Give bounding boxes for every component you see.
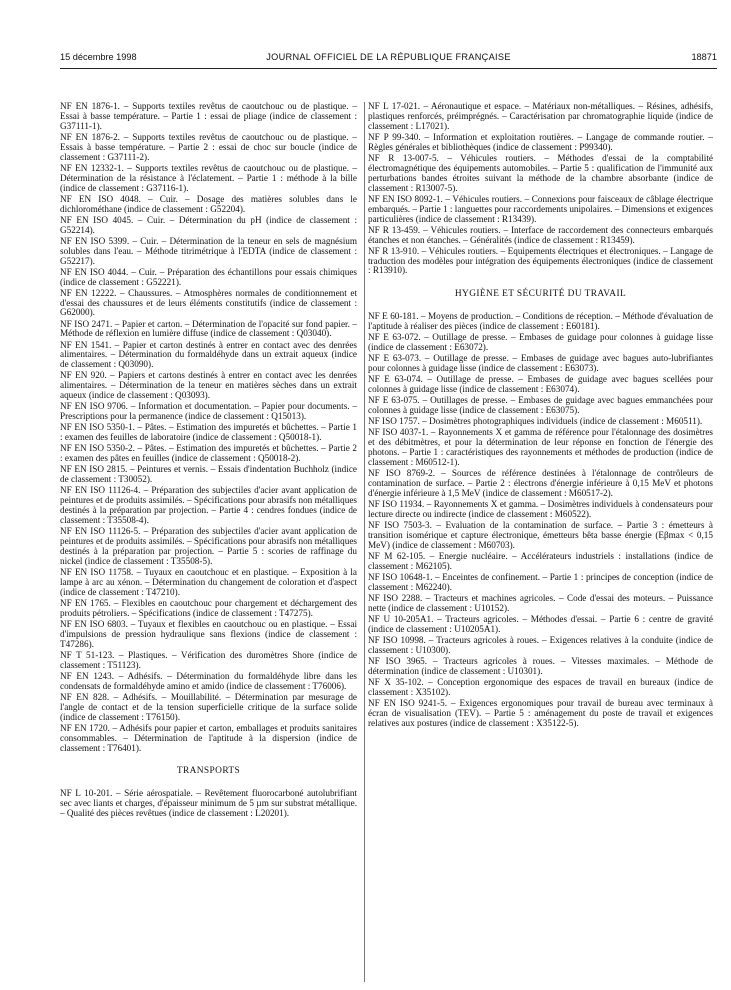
standard-entry [60, 486, 357, 526]
standard-reference: NF EN ISO 11126-5. [60, 526, 141, 537]
standard-reference: NF ISO 2471. [60, 318, 113, 329]
standard-description: – Véhicules routiers. – Connexions pour faisceaux de câblage électrique embarqués. – Partie 1 : languettes pour raccordements unipolaires. – Dimensions et exigences particulières (indice de classement : R13439). [368, 193, 713, 224]
standard-reference: NF ISO 10648-1. [368, 571, 433, 582]
standard-reference: NF EN 1541. [60, 339, 112, 350]
standard-description: – Adhésifs. – Mouillabilité. – Détermination par mesurage de l'angle de contact et de la tension superficielle critique de la surface solide (indice de classement : T76150). [60, 691, 357, 722]
standard-reference: NF EN ISO 2815. [60, 464, 128, 475]
standard-reference: NF T 51-123. [60, 649, 115, 660]
standard-entry [368, 573, 713, 593]
standard-reference: NF ISO 10998. [368, 634, 426, 645]
standard-description: – Rayonnements X et gamma. – Dosimètres individuels à condensateurs pour lecture directe ou indirecte (indice de classement : M60522). [368, 499, 713, 519]
standard-reference: NF EN ISO 4045. [60, 214, 134, 225]
standard-description: – Préparation des subjectiles d'acier avant application de peintures et de produits assimilés. – Spécifications pour abrasifs non métalliques destinés à la préparation par projection. – Partie 5 : scories de raffinage du nickel (indice de classement : T35508-5). [60, 526, 357, 566]
standard-reference: NF EN 1876-2. [60, 131, 120, 142]
standard-reference: NF U 10-205A1. [368, 613, 434, 624]
standard-reference: NF R 13-007-5. [368, 152, 439, 163]
standard-entry [60, 195, 357, 215]
column-divider [364, 102, 365, 982]
standard-entry [60, 693, 357, 723]
standard-description: – Supports textiles revêtus de caoutchouc ou de plastique. – Détermination de la résistance à l'éclatement. – Partie 1 : méthode à la bille (indice de classement : G37116-1). [60, 162, 357, 193]
section-title-transports: TRANSPORTS [176, 766, 241, 777]
standard-reference: NF M 62-105. [368, 550, 426, 561]
standard-description: – Cuir. – Détermination de la teneur en sels de magnésium solubles dans l'eau. – Méthode titrimétrique à l'EDTA (indice de classement : G52217). [60, 235, 357, 266]
standard-entry [368, 102, 713, 132]
standard-reference: NF ISO 4037-1. [368, 427, 429, 438]
standard-reference: NF R 13-910. [368, 245, 420, 256]
page-number: 18871 [691, 52, 717, 62]
standard-reference: NF EN 1720. [60, 722, 110, 733]
header-rule [60, 68, 717, 69]
standard-reference: NF L 10-201. [60, 788, 113, 799]
standard-description: – Moyens de production. – Conditions de réception. – Méthode d'évaluation de l'aptitude à réaliser des pièces (indice de classement : E60181). [368, 311, 713, 332]
standard-description: – Energie nucléaire. – Accélérateurs industriels : installations (indice de classement : M62105). [368, 550, 714, 571]
standard-entry [368, 469, 713, 499]
standard-reference: NF EN ISO 11126-4. [60, 485, 141, 496]
standard-description: – Outillage de presse. – Embases de guidage avec bagues scellées pour colonnes à guidage lisse (indice de classement : E63074). [368, 374, 714, 395]
standard-description: – Tracteurs agricoles à roues. – Vitesses maximales. – Méthode de détermination (indice de classement : U10301). [368, 655, 713, 676]
standard-reference: NF EN 12332-1. [60, 162, 124, 173]
standard-description: – Supports textiles revêtus de caoutchouc ou de plastique. – Essai à basse température. – Partie 1 : essai de pliage (indice de classement : G37111-1). [60, 101, 357, 131]
standard-reference: NF EN 1876-1. [60, 101, 120, 111]
standard-reference: NF EN ISO 11758. [60, 566, 134, 577]
standard-entry [60, 423, 357, 443]
standard-description: – Information et exploitation routières. – Langage de commande routier. – Règles générales et bibliothèques (indice de classement : P99340). [368, 131, 713, 152]
standard-entry [60, 237, 357, 267]
standard-description: – Dosimètres photographiques individuels (indice de classement : M60511). [419, 416, 703, 427]
standard-description: – Cuir. – Dosage des matières solubles dans le dichlorométhane (indice de classement : G52204). [60, 193, 358, 214]
standard-entry [368, 657, 713, 677]
standards-list-left [60, 102, 357, 753]
standard-description: – Papiers et cartons destinés à entrer en contact avec les denrées alimentaires. – Détermination de la teneur en matières sèches dans un extrait aqueux (indice de classement : Q03093). [60, 370, 357, 401]
standard-description: – Tuyaux et flexibles en caoutchouc ou en plastique. – Essai d'impulsions de pression hydraulique sans flexions (indice de classement : T47286). [60, 618, 357, 649]
standard-entry [60, 268, 357, 288]
standard-entry [60, 651, 357, 671]
standard-description: – Exigences ergonomiques pour travail de bureau avec terminaux à écran de visualisation (TEV). – Partie 5 : aménagement du poste de travail et exigences relatives aux postures (indice de classement : X35122-5). [368, 697, 713, 728]
standard-reference: NF ISO 1757. [368, 416, 420, 427]
page-header [60, 52, 717, 68]
standard-entry [368, 636, 713, 656]
standard-reference: NF E 63-074. [368, 374, 423, 385]
standard-entry [60, 672, 357, 692]
standard-description: – Aéronautique et espace. – Matériaux non-métalliques. – Résines, adhésifs, plastiques renforcés, préimprégnés. – Caractérisation par chromatographie liquide (indice de classement : L17021). [368, 101, 714, 131]
standard-reference: NF EN 12222. [60, 287, 117, 298]
standard-description: – Tracteurs agricoles à roues. – Exigences relatives à la conduite (indice de classement : U10300). [368, 634, 713, 655]
standard-reference: NF ISO 7503-3. [368, 520, 432, 531]
standard-entry [368, 396, 713, 416]
standard-description: – Conception ergonomique des espaces de travail en bureaux (indice de classement : X35102). [368, 676, 713, 697]
standard-reference: NF E 63-073. [368, 353, 422, 364]
standard-reference: NF EN ISO 5350-2. [60, 443, 135, 454]
standard-description: – Cuir. – Préparation des échantillons pour essais chimiques (indice de classement : G52221). [60, 266, 357, 287]
standard-entry [368, 428, 713, 468]
standard-reference: NF EN ISO 4044. [60, 266, 129, 277]
standard-description: – Adhésifs pour papier et carton, emballages et produits sanitaires consommables. – Détermination de l'aptitude à la dispersion (indice de classement : T76401). [60, 722, 357, 753]
standard-description: – Véhicules routiers. – Equipements électriques et électroniques. – Langage de traduction des modèles pour intégration des équipements électroniques (indice de classement : R13910). [368, 245, 713, 276]
standard-entry [368, 333, 713, 353]
standard-entry [60, 289, 357, 319]
standard-reference: NF P 99-340. [368, 131, 421, 142]
standard-entry [368, 247, 713, 277]
standard-reference: NF EN ISO 9241-5. [368, 697, 448, 708]
standard-reference: NF EN ISO 5350-1. [60, 422, 135, 433]
standard-reference: NF EN ISO 6803. [60, 618, 128, 629]
standard-entry [60, 320, 357, 340]
standard-entry [368, 154, 713, 194]
right-column [368, 102, 713, 730]
standard-entry [60, 620, 357, 650]
standard-description: – Tracteurs agricoles. – Méthodes d'essai. – Partie 6 : centre de gravité (indice de classement : U10205A1). [368, 613, 713, 634]
standard-reference: NF E 63-072. [368, 332, 421, 343]
standard-reference: NF ISO 3965. [368, 655, 428, 666]
standard-reference: NF EN 1765. [60, 597, 111, 608]
standard-entry [368, 500, 713, 520]
standard-entry [368, 594, 713, 614]
standard-reference: NF EN ISO 4048. [60, 193, 141, 204]
standard-entry [60, 102, 357, 132]
standard-description: – Papier et carton destinés à entrer en contact avec des denrées alimentaires. – Détermination du formaldéhyde dans un extrait aqueux (indice de classement : Q03090). [60, 339, 357, 370]
standard-entry [60, 402, 357, 422]
standard-entry [60, 599, 357, 619]
standard-entry [368, 417, 713, 427]
standard-description: – Chaussures. – Atmosphères normales de conditionnement et d'essai des chaussures et de leurs éléments constitutifs (indice de classement : G62000). [60, 287, 357, 318]
standard-reference: NF ISO 2288. [368, 592, 423, 603]
standard-entry [60, 444, 357, 464]
standard-reference: NF ISO 11934. [368, 499, 425, 510]
standard-description: – Rayonnements X et gamma de référence pour l'étalonnage des dosimètres et des débitmètres, et pour la détermination de leur réponse en fonction de l'énergie des photons. – Partie 1 : caractéristiques des rayonnements et méthodes de production (indice de classement : M60512-1). [368, 427, 714, 468]
header-date: 15 décembre 1998 [60, 52, 137, 62]
standard-description: – Véhicules routiers. – Interface de raccordement des connecteurs embarqués étanches et non étanches. – Généralités (indice de classement : R13459). [368, 224, 713, 245]
standard-reference: NF L 17-021. [368, 101, 421, 111]
standard-entry [60, 216, 357, 236]
standard-entry [368, 678, 713, 698]
standard-entry [368, 312, 713, 332]
transports-list-left [60, 789, 357, 819]
standard-reference: NF EN 828. [60, 691, 110, 702]
standard-entry [60, 371, 357, 401]
section-title-hygiene: HYGIÈNE ET SÉCURITÉ DU TRAVAIL [454, 289, 627, 300]
standard-description: – Véhicules routiers. – Méthodes d'essai de la comptabilité électromagnétique des équipements automobiles. – Partie 5 : qualification de l'immunité aux perturbations bandes étroites suivant la méthode de la chambre absorbante (indice de classement : R13007-5). [368, 152, 713, 193]
standard-description: – Pâtes. – Estimation des impuretés et bûchettes. – Partie 2 : examen des pâtes en feuilles (indice de classement : Q50018-2). [60, 443, 357, 464]
standard-entry [60, 341, 357, 371]
standard-description: – Peintures et vernis. – Essais d'indentation Buchholz (indice de classement : T30052). [60, 464, 357, 485]
standard-description: – Préparation des subjectiles d'acier avant application de peintures et de produits assimilés. – Spécifications pour abrasifs non métalliques destinés à la préparation par projection. – Partie 4 : cendres fondues (indice de classement : T35508-4). [60, 485, 357, 526]
standard-description: – Flexibles en caoutchouc pour chargement et déchargement des produits pétroliers. – Spécifications (indice de classement : T47275). [60, 597, 357, 618]
standard-reference: NF EN 1243. [60, 670, 115, 681]
standard-description: – Série aérospatiale. – Revêtement fluorocarboné autolubrifiant sec avec liants et charges, d'épaisseur minimum de 5 µm sur substrat métallique. – Qualité des pièces revêtues (indice de classement : L20201). [60, 788, 357, 819]
standard-entry [60, 465, 357, 485]
standard-entry [60, 164, 357, 194]
standard-description: – Outillage de presse. – Embases de guidage avec bagues auto-lubrifiantes pour colonnes à guidage lisse (indice de classement : E63073). [368, 353, 713, 374]
standard-entry [368, 521, 713, 551]
standard-reference: NF E 60-181. [368, 311, 419, 322]
standard-reference: NF EN ISO 8092-1. [368, 193, 443, 204]
standard-entry [60, 724, 357, 754]
standard-description: – Tracteurs et machines agricoles. – Code d'essai des moteurs. – Puissance nette (indice de classement : U10152). [368, 592, 713, 613]
standard-description: – Evaluation de la contamination de surface. – Partie 3 : émetteurs à transition isomérique et capture électronique, émetteurs bêta basse énergie (Eβmax < 0,15 MeV) (indice de classement : M60703). [368, 520, 714, 550]
standard-description: – Pâtes. – Estimation des impuretés et bûchettes. – Partie 1 : examen des feuilles de laboratoire (indice de classement : Q50018-1). [60, 422, 357, 443]
journal-title: JOURNAL OFFICIEL DE LA RÉPUBLIQUE FRANÇAISE [266, 52, 511, 62]
standard-description: – Sources de référence destinées à l'étalonnage de contrôleurs de contamination de surface. – Partie 2 : électrons d'énergie inférieure à 0,15 MeV et photons d'énergie inférieure à 1,5 MeV (indice de classement : M60517-2). [368, 468, 713, 498]
standard-entry [368, 615, 713, 635]
standard-entry [368, 354, 713, 374]
standard-reference: NF EN ISO 9706. [60, 401, 128, 412]
standard-reference: NF E 63-075. [368, 395, 420, 406]
standard-description: – Enceintes de confinement. – Partie 1 : principes de conception (indice de classement : M62240). [368, 571, 713, 592]
standard-description: – Papier et carton. – Détermination de l'opacité sur fond papier. – Méthode de réflexion en lumière diffuse (indice de classement : Q03040). [60, 318, 357, 339]
standard-entry [368, 375, 713, 395]
standard-entry [368, 226, 713, 246]
transports-list-right [368, 102, 713, 276]
standard-description: – Outillage de presse. – Embases de guidage pour colonnes à guidage lisse (indice de classement : E63072). [368, 332, 713, 353]
standard-entry [60, 789, 357, 819]
standard-entry [368, 699, 713, 729]
standard-description: – Plastiques. – Vérification des duromètres Shore (indice de classement : T51123). [60, 649, 358, 670]
standard-description: – Information et documentation. – Papier pour documents. – Prescriptions pour la permanence (indice de classement : Q15013). [60, 401, 357, 422]
hygiene-list [368, 312, 713, 728]
standard-description: – Adhésifs. – Détermination du formaldéhyde libre dans les condensats de formaldéhyde amino et amido (indice de classement : T76006). [60, 670, 358, 691]
standard-reference: NF ISO 8769-2. [368, 468, 436, 479]
standard-reference: NF X 35-102. [368, 676, 424, 687]
standard-description: – Outillages de presse. – Embases de guidage avec bagues emmanchées pour colonnes à guidage lisse (indice de classement : E63075). [368, 395, 714, 416]
standard-description: – Supports textiles revêtus de caoutchouc ou de plastique. – Essais à basse température. – Partie 2 : essai de choc sur boucle (indice de classement : G37111-2). [60, 131, 357, 162]
standard-reference: NF R 13-459. [368, 224, 421, 235]
standard-reference: NF EN ISO 5399. [60, 235, 130, 246]
standard-entry [368, 195, 713, 225]
standard-description: – Tuyaux en caoutchouc et en plastique. – Exposition à la lampe à arc au xénon. – Détermination du changement de coloration et d'aspect (indice de classement : T47210). [60, 566, 357, 597]
standard-entry [60, 527, 357, 567]
standard-reference: NF EN 920. [60, 370, 107, 381]
standard-entry [368, 552, 713, 572]
standard-description: – Cuir. – Détermination du pH (indice de classement : G52214). [60, 214, 357, 235]
standard-entry [60, 568, 357, 598]
standard-entry [368, 133, 713, 153]
standard-entry [60, 133, 357, 163]
left-column [60, 102, 357, 820]
